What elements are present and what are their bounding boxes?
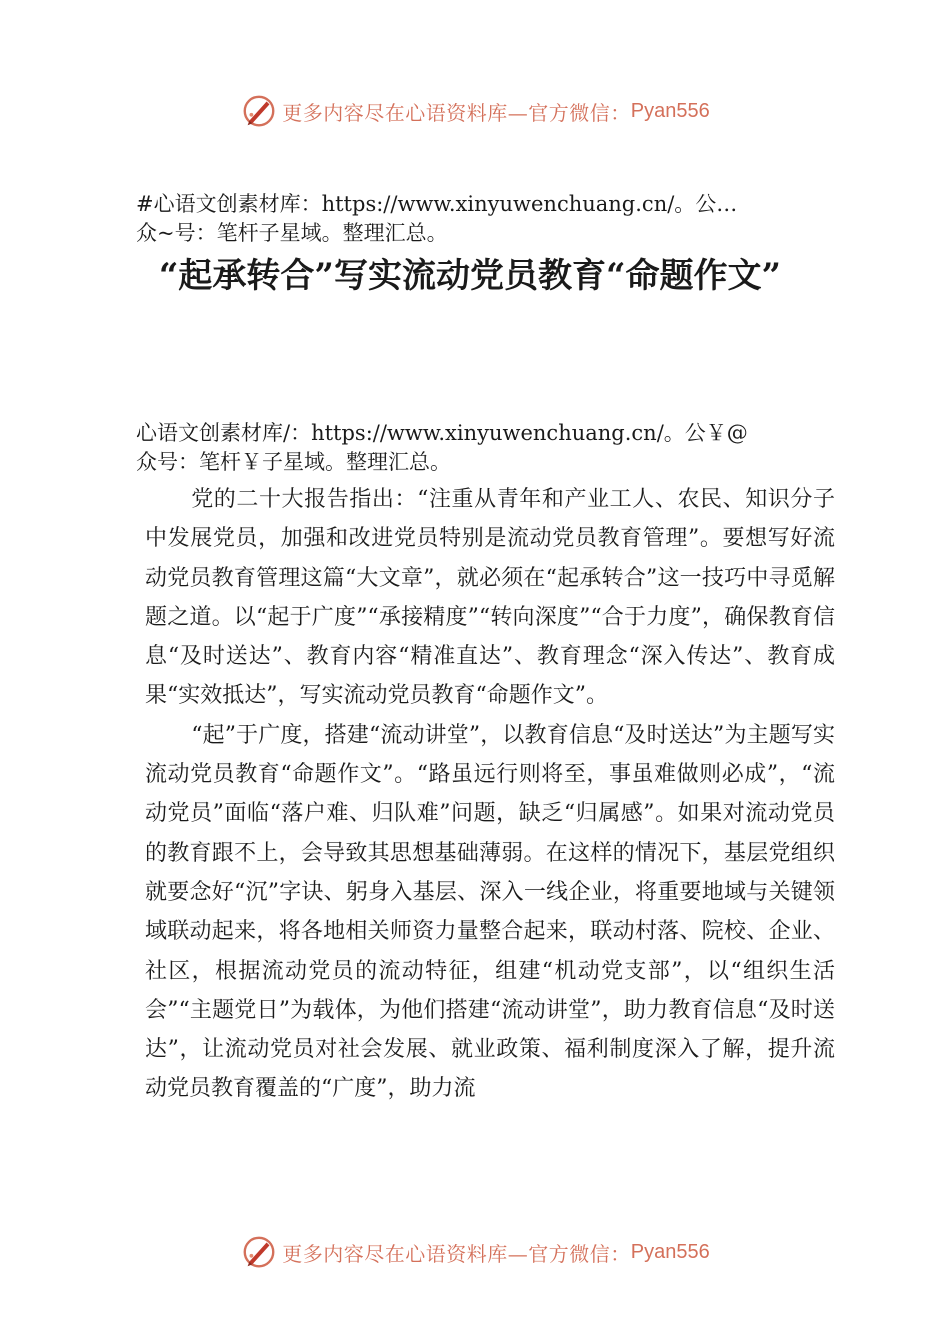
- source-line-bottom: 心语文创素材库/：https://www.xinyuwenchuang.cn/。公￥@ 众号：笔杆￥子星域。整理汇总。: [136, 421, 748, 474]
- watermark-footer: [0, 1233, 950, 1271]
- pen-logo-icon: [240, 92, 278, 130]
- watermark-text: 更多内容尽在心语资料库—官方微信：: [282, 1241, 631, 1266]
- source-line-top: #心语文创素材库：https://www.xinyuwenchuang.cn/。公… 众~号：笔杆子星域。整理汇总。: [136, 192, 738, 245]
- paragraph-1: 党的二十大报告指出：“注重从青年和产业工人、农民、知识分子中发展党员，加强和改进党员特别是流动党员教育管理”。要想写好流动党员教育管理这篇“大文章”，就必须在“起承转合”这一技巧中寻觅解题之道。以“起于广度”“承接精度”“转向深度”“合于力度”，确保教育信息“及时送达”、教育内容“精准直达”、教育理念“深入传达”、教育成果“实效抵达”，写实流动党员教育“命题作文”。: [145, 487, 835, 709]
- watermark-header: [0, 92, 950, 130]
- article-body: [145, 480, 835, 1109]
- paragraph-2: “起”于广度，搭建“流动讲堂”，以教育信息“及时送达”为主题写实流动党员教育“命题作文”。“路虽远行则将至，事虽难做则必成”，“流动党员”面临“落户难、归队难”问题，缺乏“归属感”。如果对流动党员的教育跟不上，会导致其思想基础薄弱。在这样的情况下，基层党组织就要念好“沉”字诀、躬身入基层、深入一线企业，将重要地域与关键领域联动起来，将各地相关师资力量整合起来，联动村落、院校、企业、社区，根据流动党员的流动特征，组建“机动党支部”，以“组织生活会”“主题党日”为载体，为他们搭建“流动讲堂”，助力教育信息“及时送达”，让流动党员对社会发展、就业政策、福利制度深入了解，提升流动党员教育覆盖的“广度”，助力流: [145, 722, 835, 1102]
- watermark-wechat-id: Pyan556: [630, 99, 710, 122]
- watermark-wechat-id: Pyan556: [630, 1240, 710, 1263]
- article-title: “起承转合”写实流动党员教育“命题作文”: [158, 256, 782, 296]
- pen-logo-icon: [240, 1233, 278, 1271]
- watermark-text: 更多内容尽在心语资料库—官方微信：: [282, 100, 631, 125]
